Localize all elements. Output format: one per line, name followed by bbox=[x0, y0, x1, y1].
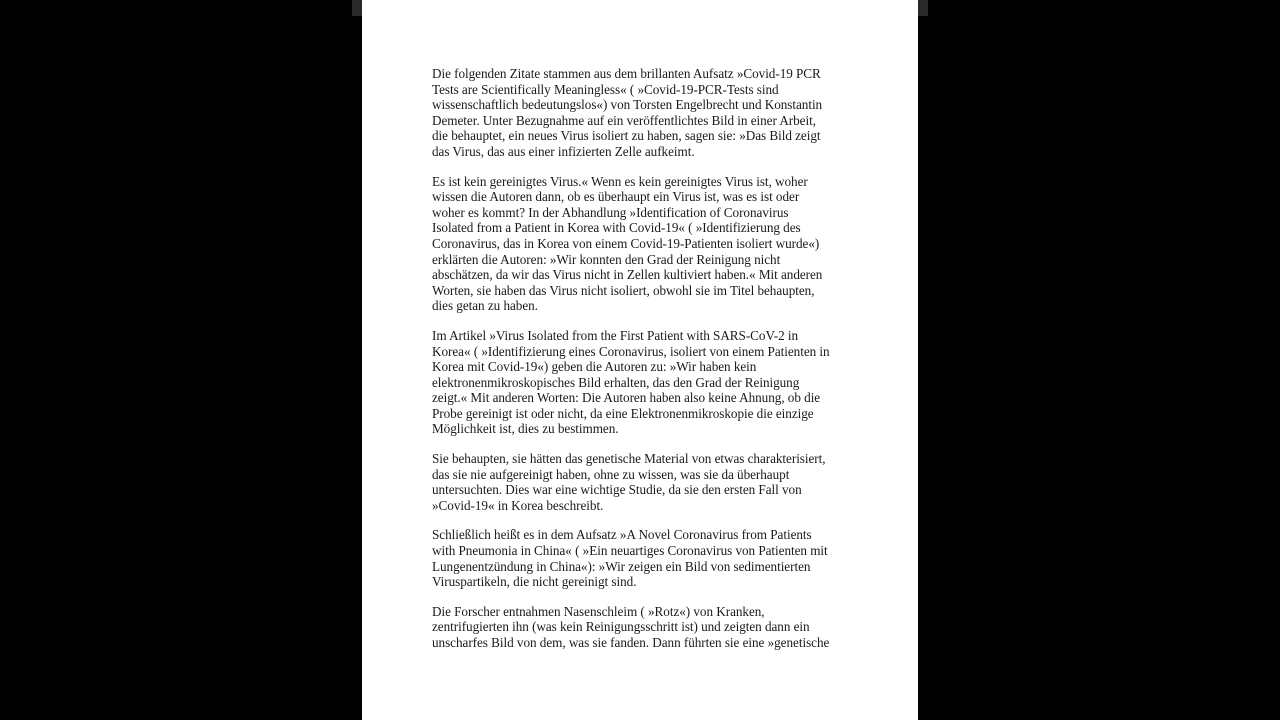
paragraph-5: Schließlich heißt es in dem Aufsatz »A Novel Coronavirus from Patients with Pneumonia in China« ( »Ein neuartiges Coronavirus von Patienten mit Lungenentzündung in China«): »Wir zeigen ein Bild von sedimentierten Viruspartikeln, die nicht gereinigt sind. bbox=[432, 527, 828, 590]
document-page bbox=[362, 0, 918, 720]
paragraph-2: Es ist kein gereinigtes Virus.« Wenn es kein gereinigtes Virus ist, woher wissen die Autoren dann, ob es überhaupt ein Virus ist, was es ist oder woher es kommt? In der Abhandlung »Identification of Coronavirus Isolated from a Patient in Korea with Covid-19« ( »Identifizierung des Coronavirus, das in Korea von einem Covid-19-Patienten isoliert wurde«) erklärten die Autoren: »Wir konnten den Grad der Reinigung nicht abschätzen, da wir das Virus nicht in Zellen kultiviert haben.« Mit anderen Worten, sie haben das Virus nicht isoliert, obwohl sie im Titel behaupten, dies getan zu haben. bbox=[432, 173, 823, 314]
paragraph-4: Sie behaupten, sie hätten das genetische Material von etwas charakterisiert, das sie nie aufgereinigt haben, ohne zu wissen, was sie da überhaupt untersuchten. Dies war eine wichtige Studie, da sie den ersten Fall von »Covid-19« in Korea beschreibt. bbox=[432, 451, 826, 513]
paragraph-6: Die Forscher entnahmen Nasenschleim ( »Rotz«) von Kranken, zentrifugierten ihn (was kein Reinigungsschritt ist) und zeigten dann ein unscharfes Bild von dem, was sie fanden. Dann führten sie eine »genetische bbox=[432, 603, 830, 650]
page-edge-right bbox=[918, 0, 928, 16]
document-body bbox=[432, 66, 852, 665]
paragraph-1: Die folgenden Zitate stammen aus dem brillanten Aufsatz »Covid-19 PCR Tests are Scientifically Meaningless« ( »Covid-19-PCR-Tests sind wissenschaftlich bedeutungslos«) von Torsten Engelbrecht und Konstantin Demeter. Unter Bezugnahme auf ein veröffentlichtes Bild in einer Arbeit, die behauptet, ein neues Virus isoliert zu haben, sagen sie: »Das Bild zeigt das Virus, das aus einer infizierten Zelle aufkeimt. bbox=[432, 66, 823, 159]
paragraph-3: Im Artikel »Virus Isolated from the First Patient with SARS-CoV-2 in Korea« ( »Identifizierung eines Coronavirus, isoliert von einem Patienten in Korea mit Covid-19«) geben die Autoren zu: »Wir haben kein elektronenmikroskopisches Bild erhalten, das den Grad der Reinigung zeigt.« Mit anderen Worten: Die Autoren haben also keine Ahnung, ob die Probe gereinigt ist oder nicht, da eine Elektronenmikroskopie die einzige Möglichkeit ist, dies zu bestimmen. bbox=[432, 327, 830, 437]
page-edge-left bbox=[352, 0, 362, 16]
